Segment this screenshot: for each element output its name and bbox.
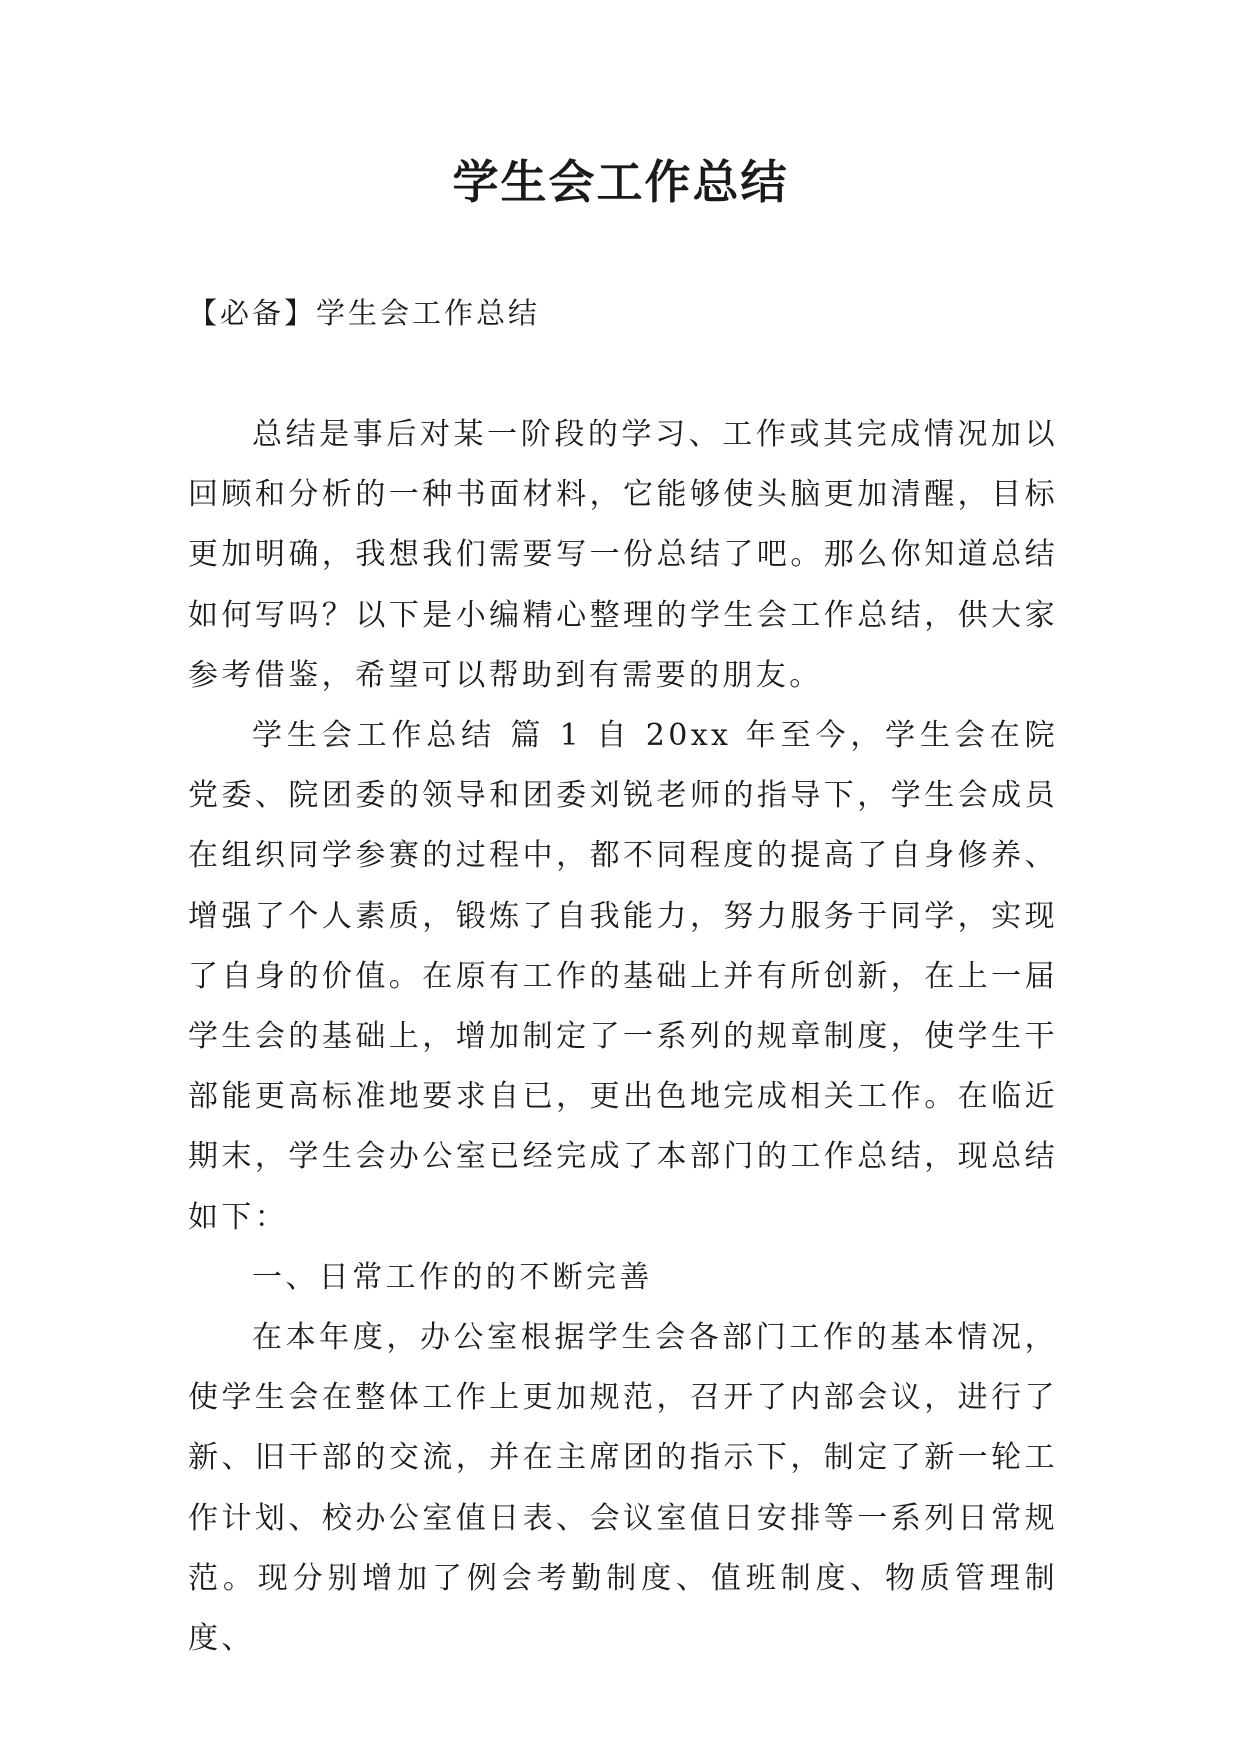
document-subtitle: 【必备】学生会工作总结 [188,296,541,330]
section-heading-1: 一、日常工作的的不断完善 [252,1259,653,1295]
paragraph-intro: 总结是事后对某一阶段的学习、工作或其完成情况加以回顾和分析的一种书面材料，它能够使头脑更加清醒，目标更加明确，我想我们需要写一份总结了吧。那么你知道总结如何写吗？以下是小编精心整理的学生会工作总结，供大家参考借鉴，希望可以帮助到有需要的朋友。 [188,417,1058,693]
paragraph-daily-work: 在本年度，办公室根据学生会各部门工作的基本情况，使学生会在整体工作上更加规范，召开了内部会议，进行了新、旧干部的交流，并在主席团的指示下，制定了新一轮工作计划、校办公室值日表、会议室值日安排等一系列日常规范。现分别增加了例会考勤制度、值班制度、物质管理制度、 [188,1320,1058,1657]
document-body [188,405,1058,1669]
document-title: 学生会工作总结 [452,155,789,209]
paragraph-section-1: 学生会工作总结 篇 1 自 20xx 年至今，学生会在院党委、院团委的领导和团委刘锐老师的指导下，学生会成员在组织同学参赛的过程中，都不同程度的提高了自身修养、增强了个人素质，锻炼了自我能力，努力服务于同学，实现了自身的价值。在原有工作的基础上并有所创新，在上一届学生会的基础上，增加制定了一系列的规章制度，使学生干部能更高标准地要求自已，更出色地完成相关工作。在临近期末，学生会办公室已经完成了本部门的工作总结，现总结如下： [188,718,1058,1235]
